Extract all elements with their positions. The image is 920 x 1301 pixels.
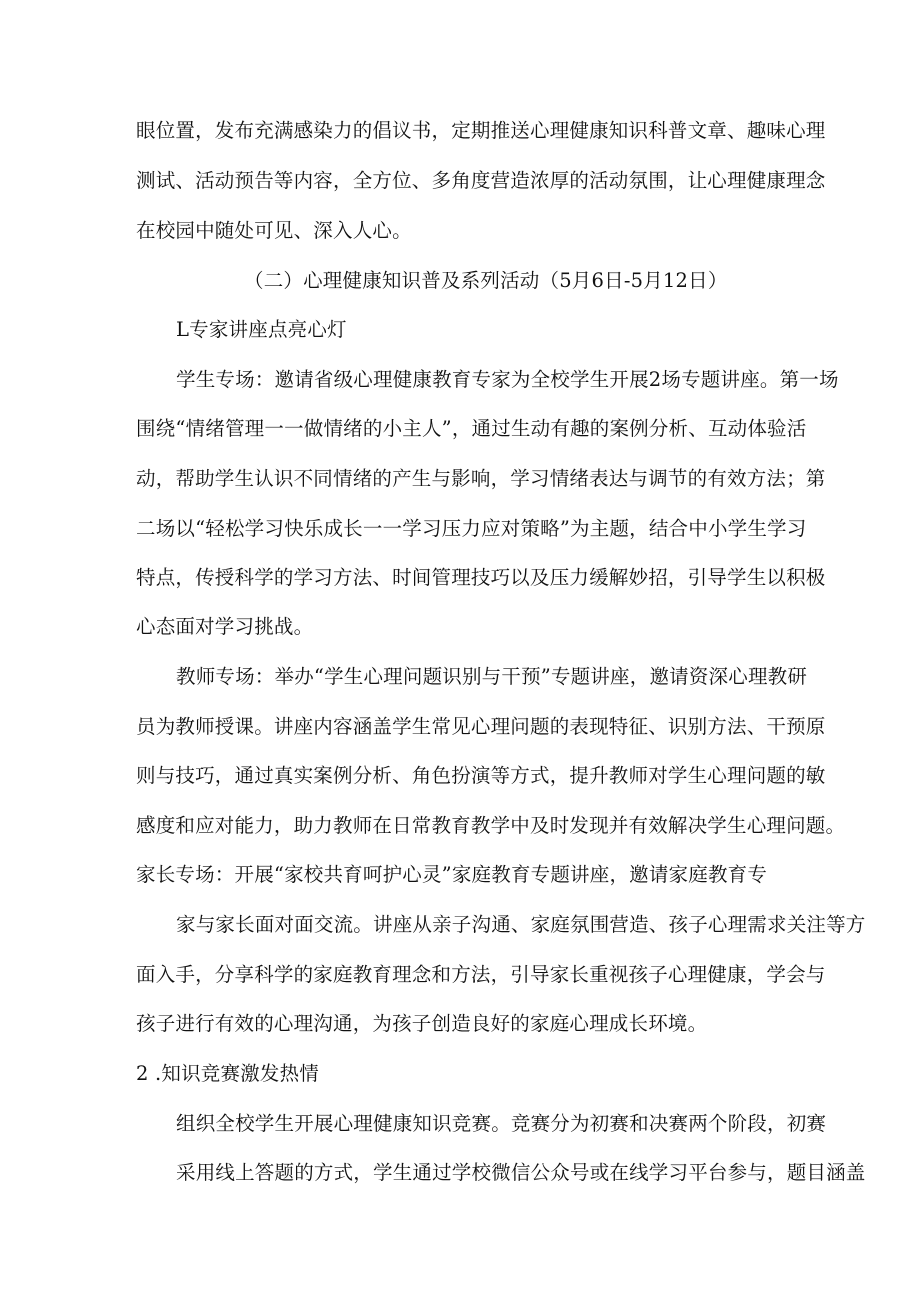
paragraph-line: 组织全校学生开展心理健康知识竞赛。竞赛分为初赛和决赛两个阶段，初赛 bbox=[176, 1112, 827, 1135]
paragraph-line: 家与家长面对面交流。讲座从亲子沟通、家庭氛围营造、孩子心理需求关注等方 bbox=[176, 913, 866, 936]
paragraph-line: 二场以“轻松学习快乐成长一一学习压力应对策略”为主题，结合中小学生学习 bbox=[136, 517, 807, 540]
paragraph-line: 心态面对学习挑战。 bbox=[136, 615, 314, 638]
paragraph-line: 面入手，分享科学的家庭教育理念和方法，引导家长重视孩子心理健康，学会与 bbox=[136, 963, 826, 986]
paragraph-line: 动，帮助学生认识不同情绪的产生与影响，学习情绪表达与调节的有效方法；第 bbox=[136, 467, 826, 490]
subheading: L专家讲座点亮心灯 bbox=[176, 318, 347, 341]
paragraph-line: 孩子进行有效的心理沟通，为孩子创造良好的家庭心理成长环境。 bbox=[136, 1012, 708, 1035]
paragraph-line: 在校园中随处可见、深入人心。 bbox=[136, 219, 412, 242]
paragraph-line: 学生专场：邀请省级心理健康教育专家为全校学生开展2场专题讲座。第一场 bbox=[176, 368, 839, 391]
paragraph-line: 采用线上答题的方式，学生通过学校微信公众号或在线学习平台参与，题目涵盖 bbox=[176, 1161, 866, 1184]
subheading: 2 .知识竞赛激发热情 bbox=[136, 1062, 320, 1085]
paragraph-line: 测试、活动预告等内容，全方位、多角度营造浓厚的活动氛围，让心理健康理念 bbox=[136, 169, 826, 192]
paragraph-line: 眼位置，发布充满感染力的倡议书，定期推送心理健康知识科普文章、趣味心理 bbox=[136, 119, 826, 142]
paragraph-line: 教师专场：举办“学生心理问题识别与干预”专题讲座，邀请资深心理教研 bbox=[176, 665, 808, 688]
paragraph-line: 感度和应对能力，助力教师在日常教育教学中及时发现并有效解决学生心理问题。 bbox=[136, 814, 846, 837]
paragraph-line: 员为教师授课。讲座内容涵盖学生常见心理问题的表现特征、识别方法、干预原 bbox=[136, 715, 826, 738]
paragraph-line: 特点，传授科学的学习方法、时间管理技巧以及压力缓解妙招，引导学生以积极 bbox=[136, 566, 826, 589]
paragraph-line: 围绕“情绪管理一一做情绪的小主人”，通过生动有趣的案例分析、互动体验活 bbox=[136, 417, 807, 440]
section-heading: （二）心理健康知识普及系列活动（5月6日-5月12日） bbox=[244, 269, 728, 292]
paragraph-line: 家长专场：开展“家校共育呵护心灵”家庭教育专题讲座，邀请家庭教育专 bbox=[136, 863, 768, 886]
paragraph-line: 则与技巧，通过真实案例分析、角色扮演等方式，提升教师对学生心理问题的敏 bbox=[136, 764, 826, 787]
